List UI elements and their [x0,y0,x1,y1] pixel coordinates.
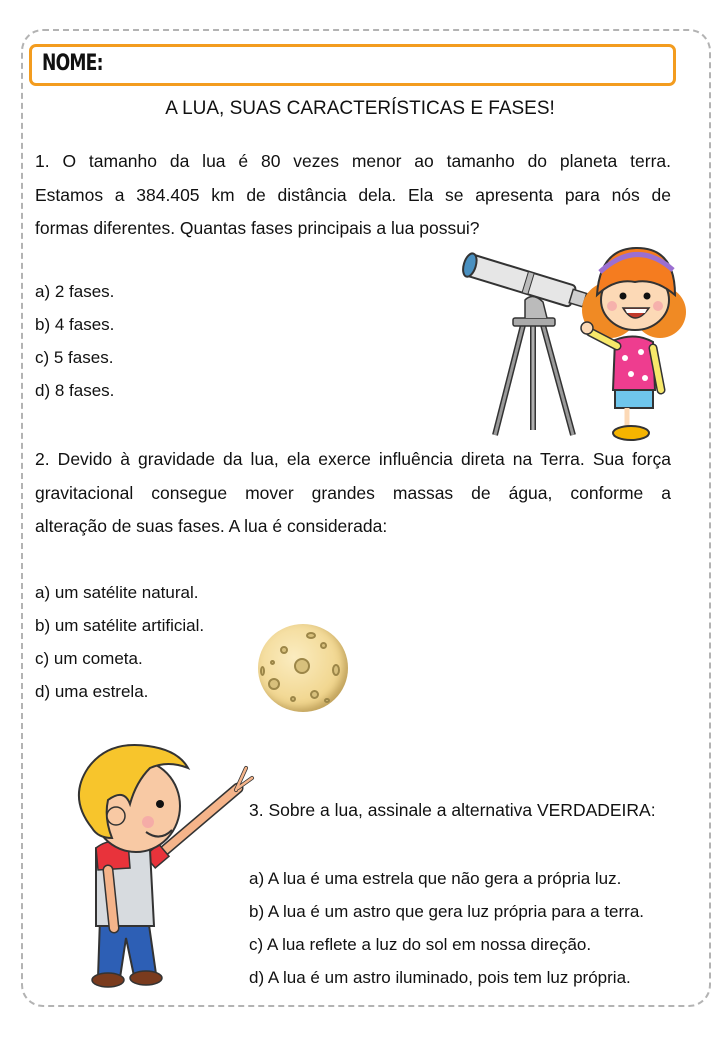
question-2-option-c[interactable]: c) um cometa. [35,649,143,668]
question-3-option-c[interactable]: c) A lua reflete a luz do sol em nossa direção. [249,935,592,954]
moon-icon [258,624,348,712]
question-1-line-2: Estamos a 384.405 km de distância dela. Ela se apresenta para nós de [35,184,671,205]
crater [306,632,316,639]
question-3-option-d[interactable]: d) A lua é um astro iluminado, pois tem luz própria. [249,968,631,987]
question-3-option-b[interactable]: b) A lua é um astro que gera luz própria para a terra. [249,902,645,921]
boy-icon [79,745,252,987]
girl-telescope-illustration [455,240,695,445]
crater [290,696,296,702]
question-3-option-a[interactable]: a) A lua é uma estrela que não gera a própria luz. [249,869,622,888]
crater [280,646,288,654]
question-2-text [35,443,671,544]
name-label: NOME: [42,51,103,76]
name-field[interactable] [29,44,676,86]
crater [268,678,280,690]
crater [324,698,330,703]
question-3-text: 3. Sobre a lua, assinale a alternativa VERDADEIRA: [249,800,656,820]
question-2-line-3: alteração de suas fases. A lua é considerada: [35,516,388,536]
question-1-text [35,145,671,246]
question-2-option-b[interactable]: b) um satélite artificial. [35,616,205,635]
crater [332,664,340,676]
crater [294,658,310,674]
question-1-option-d[interactable]: d) 8 fases. [35,381,115,400]
question-1-option-a[interactable]: a) 2 fases. [35,282,115,301]
question-1-line-3: formas diferentes. Quantas fases principais a lua possui? [35,218,480,238]
question-2-option-a[interactable]: a) um satélite natural. [35,583,199,602]
question-2-option-d[interactable]: d) uma estrela. [35,682,149,701]
question-2-line-2: gravitacional consegue mover grandes massas de água, conforme a [35,482,671,503]
boy-pointing-illustration [38,738,268,993]
girl-icon [581,248,686,440]
telescope-icon [461,252,589,435]
question-1-option-b[interactable]: b) 4 fases. [35,315,115,334]
question-1-option-c[interactable]: c) 5 fases. [35,348,114,367]
worksheet-title: A LUA, SUAS CARACTERÍSTICAS E FASES! [165,98,555,119]
question-2-line-1: 2. Devido à gravidade da lua, ela exerce influência direta na Terra. Sua força [35,449,671,469]
crater [270,660,275,665]
crater [310,690,319,699]
crater [260,666,265,676]
question-1-line-1: 1. O tamanho da lua é 80 vezes menor ao tamanho do planeta terra. [35,151,671,171]
crater [320,642,327,649]
